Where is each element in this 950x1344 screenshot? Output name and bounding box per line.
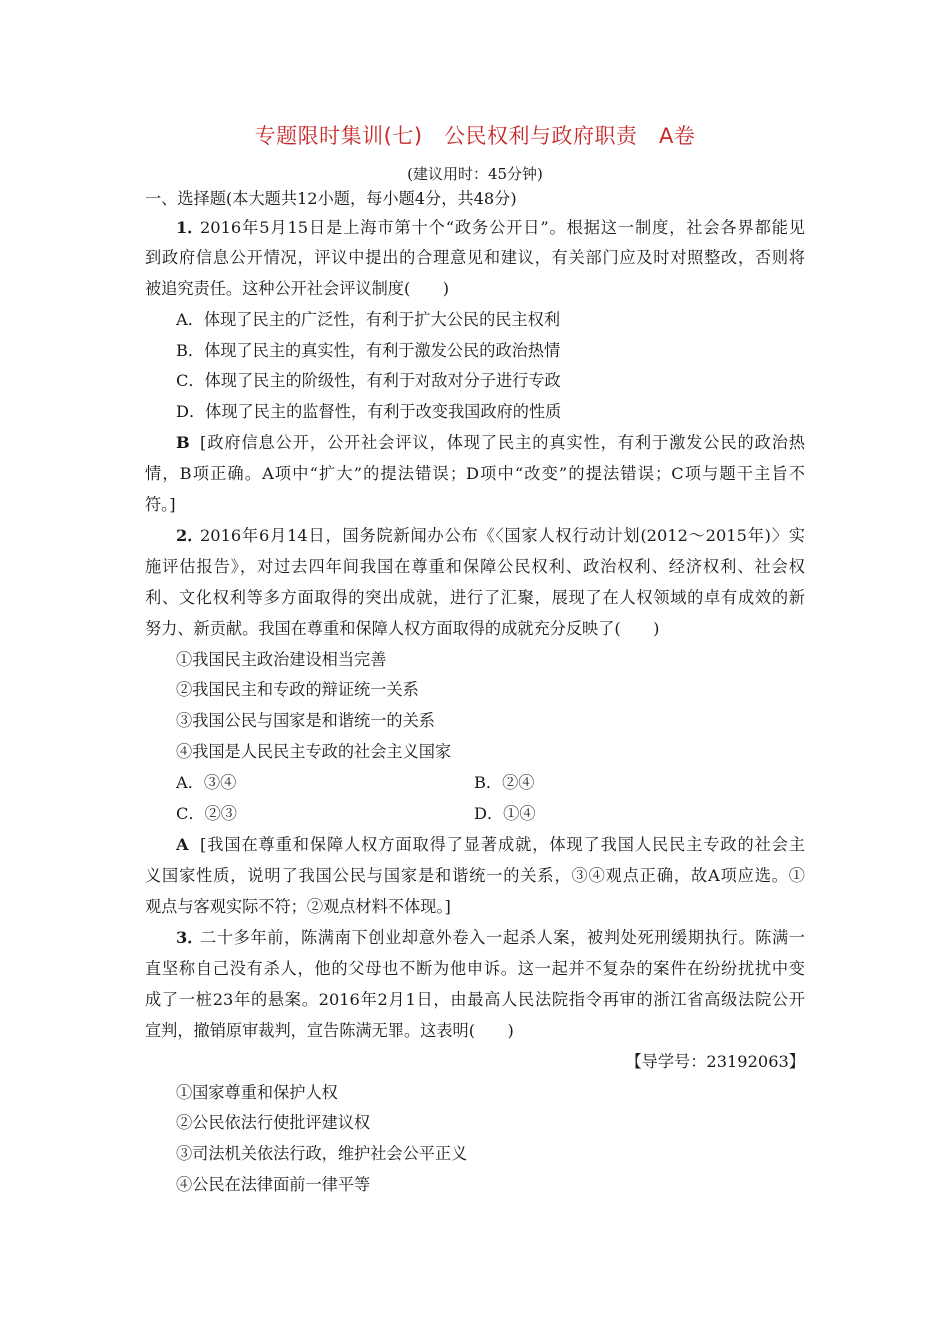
q3-stem-line: 宣判，撤销原审裁判，宣告陈满无罪。这表明( ) [145, 1021, 514, 1040]
q2-statement: ①我国民主政治建设相当完善 [176, 650, 387, 669]
q1-explanation-line: 情，B项正确。A项中“扩大”的提法错误；D项中“改变”的提法错误；C项与题干主旨不 [145, 464, 805, 483]
guide-number: 【导学号：23192063】 [625, 1052, 805, 1071]
page-title: 专题限时集训(七) 公民权利与政府职责 A卷 [254, 124, 696, 148]
q2-stem-line: 施评估报告》，对过去四年间我国在尊重和保障公民权利、政治权利、经济权利、社会权 [145, 557, 805, 576]
q2-statement: ③我国公民与国家是和谐统一的关系 [176, 711, 435, 730]
q2-explanation-line: [我国在尊重和保障人权方面取得了显著成就，体现了我国人民民主专政的社会主 [200, 835, 805, 854]
time-hint: (建议用时：45分钟) [407, 165, 543, 183]
q2-explanation-line: 观点与客观实际不符；②观点材料不体现。] [145, 897, 451, 916]
q2-stem-line: 2016年6月14日，国务院新闻办公布《〈国家人权行动计划(2012～2015年)〉实 [200, 526, 805, 545]
q2-explanation-line: 义国家性质，说明了我国公民与国家是和谐统一的关系，③④观点正确，故A项应选。① [145, 866, 805, 885]
q2-stem-line: 努力、新贡献。我国在尊重和保障人权方面取得的成就充分反映了( ) [145, 619, 660, 638]
q2-answer: A [176, 835, 189, 854]
q3-statement: ②公民依法行使批评建议权 [176, 1113, 371, 1132]
q2-option-a: A．③④ [176, 773, 237, 792]
q1-explanation-line: [政府信息公开，公开社会评议，体现了民主的真实性，有利于激发公民的政治热 [200, 433, 805, 452]
q3-statement: ④公民在法律面前一律平等 [176, 1175, 371, 1194]
q1-explanation-line: 符。] [145, 495, 176, 514]
section-heading: 一、选择题(本大题共12小题，每小题4分，共48分) [145, 189, 517, 208]
q3-statement: ①国家尊重和保护人权 [176, 1083, 338, 1102]
q1-stem-line: 2016年5月15日是上海市第十个“政务公开日”。根据这一制度，社会各界都能见 [200, 218, 805, 237]
q3-statement: ③司法机关依法行政，维护社会公平正义 [176, 1144, 468, 1163]
q1-option-d: D．体现了民主的监督性，有利于改变我国政府的性质 [176, 402, 562, 421]
q2-number: 2． [176, 526, 204, 545]
q1-number: 1． [176, 218, 204, 237]
q2-statement: ④我国是人民民主专政的社会主义国家 [176, 742, 452, 761]
q1-stem-line: 到政府信息公开情况，评议中提出的合理意见和建议，有关部门应及时对照整改，否则将 [145, 248, 805, 267]
q2-statement: ②我国民主和专政的辩证统一关系 [176, 680, 419, 699]
q1-stem-line: 被追究责任。这种公开社会评议制度( ) [145, 279, 450, 298]
q3-stem-line: 直坚称自己没有杀人，他的父母也不断为他申诉。这一起并不复杂的案件在纷纷扰扰中变 [145, 959, 805, 978]
q2-option-d: D．①④ [474, 804, 536, 823]
q3-number: 3． [176, 928, 204, 947]
q3-stem-line: 二十多年前，陈满南下创业却意外卷入一起杀人案，被判处死刑缓期执行。陈满一 [200, 928, 805, 947]
q2-option-b: B．②④ [474, 773, 535, 792]
q2-stem-line: 利、文化权利等多方面取得的突出成就，进行了汇聚，展现了在人权领域的卓有成效的新 [145, 588, 805, 607]
q1-option-b: B．体现了民主的真实性，有利于激发公民的政治热情 [176, 341, 561, 360]
q1-option-a: A．体现了民主的广泛性，有利于扩大公民的民主权利 [176, 310, 561, 329]
q2-option-c: C．②③ [176, 804, 237, 823]
q3-stem-line: 成了一桩23年的悬案。2016年2月1日，由最高人民法院指令再审的浙江省高级法院公开 [145, 990, 805, 1009]
q1-option-c: C．体现了民主的阶级性，有利于对敌对分子进行专政 [176, 371, 561, 390]
q1-answer: B [176, 433, 190, 452]
